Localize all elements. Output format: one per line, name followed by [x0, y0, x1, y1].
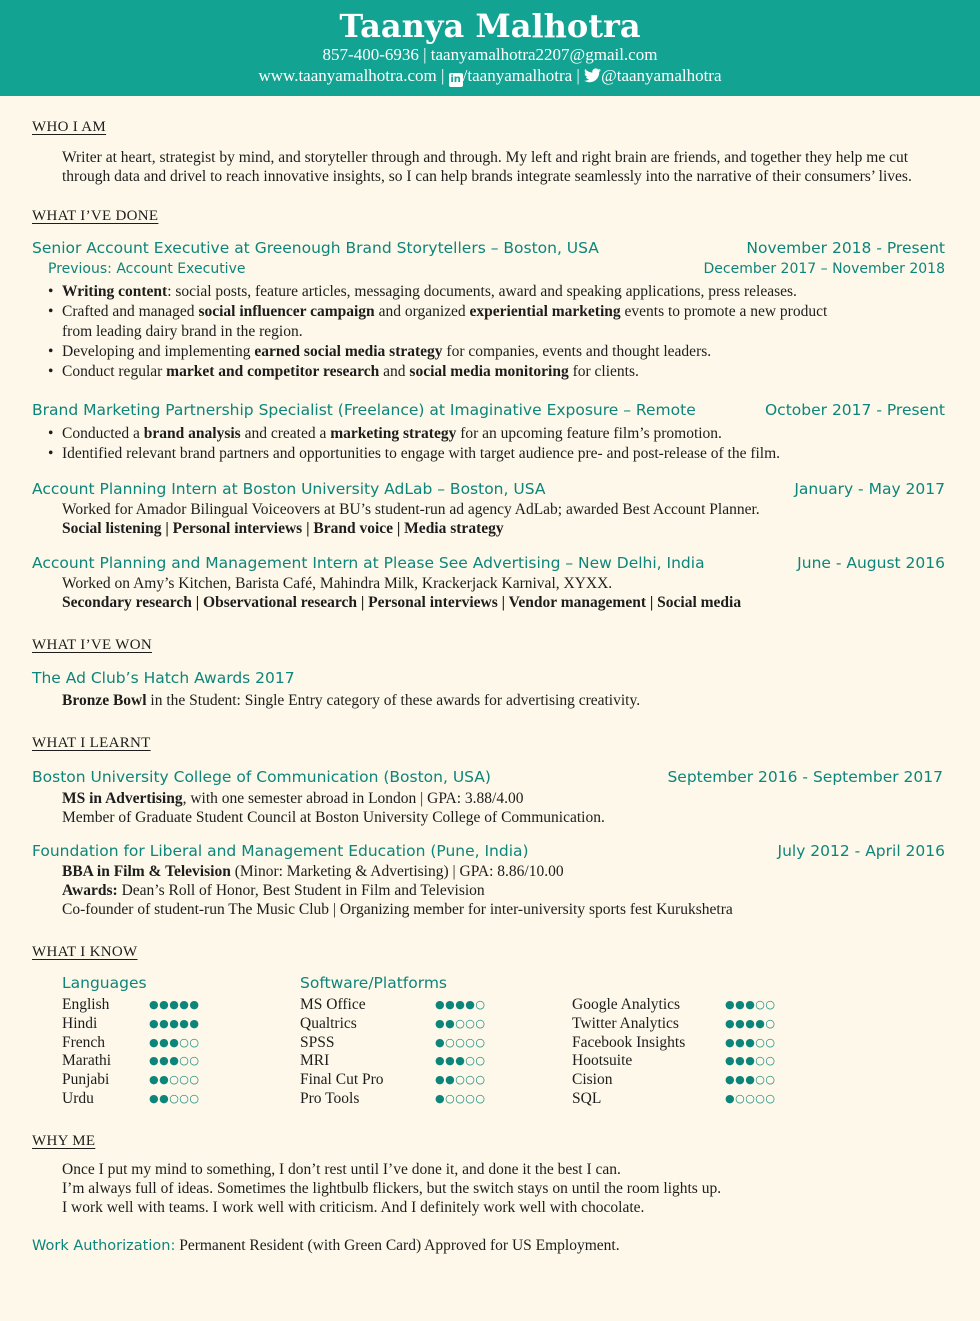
- skill-name: Facebook Insights: [572, 1034, 686, 1051]
- skill-name: Cision: [572, 1071, 613, 1088]
- job-skills: Social listening | Personal interviews | Brand voice | Media strategy: [62, 520, 504, 537]
- section-what-i-know: WHAT I KNOW: [32, 944, 138, 960]
- job-bullets: [48, 424, 928, 464]
- skill-rating: ●●●●●: [149, 1017, 200, 1030]
- school-title: Boston University College of Communication (Boston, USA) September 2016 - September 2017: [32, 768, 943, 786]
- skill-rating: ●●●○○: [435, 1054, 486, 1067]
- skill-name: Pro Tools: [300, 1090, 360, 1107]
- job-title: Brand Marketing Partnership Specialist (Freelance) at Imaginative Exposure – Remote October 2017 - Present: [32, 401, 945, 419]
- skill-name: Google Analytics: [572, 996, 681, 1013]
- skill-rating: ●●○○○: [435, 1017, 486, 1030]
- skill-rating: ●●●○○: [725, 998, 776, 1011]
- skill-rating: ●●○○○: [435, 1073, 486, 1086]
- who-paragraph: Writer at heart, strategist by mind, and storyteller through and through. My left and right brain are friends, and together they help me cut through data and drivel to reach innovative insights, so I can help brands integrate seamlessly into the narrative of their consumers’ lives.: [62, 149, 912, 185]
- section-who-i-am: WHO I AM: [32, 119, 107, 135]
- work-authorization-label: Work Authorization:: [32, 1238, 176, 1254]
- why-line-3: I work well with teams. I work well with criticism. And I definitely work well with chocolate.: [62, 1199, 645, 1216]
- skill-rating: ●●○○○: [149, 1092, 200, 1105]
- job-bullets: [48, 282, 848, 382]
- job-description: Worked for Amador Bilingual Voiceovers at BU’s student-run ad agency AdLab; awarded Best Account Planner.: [62, 501, 760, 518]
- phone-number: 857-400-6936: [322, 45, 419, 64]
- why-line-2: I’m always full of ideas. Sometimes the lightbulb flickers, but the switch stays on until the room lights up.: [62, 1180, 722, 1197]
- skill-rating: ●○○○○: [435, 1036, 486, 1049]
- previous-role-date: December 2017 – November 2018: [703, 261, 945, 277]
- job-date: October 2017 - Present: [764, 401, 945, 419]
- skill-rating: ●●●●●: [149, 998, 200, 1011]
- skill-name: Final Cut Pro: [300, 1071, 384, 1088]
- candidate-name: Taanya Malhotra: [339, 7, 641, 45]
- skill-name: Hindi: [62, 1015, 98, 1032]
- skill-name: French: [62, 1034, 106, 1051]
- section-what-i-learnt: WHAT I LEARNT: [32, 735, 151, 751]
- skill-rating: ●●●●○: [435, 998, 486, 1011]
- school-note: Member of Graduate Student Council at Boston University College of Communication.: [62, 809, 605, 826]
- skill-rating: ●●●○○: [149, 1036, 200, 1049]
- skill-rating: ●●○○○: [149, 1073, 200, 1086]
- job-title: Account Planning and Management Intern at Please See Advertising – New Delhi, India June - August 2016: [32, 554, 945, 572]
- website-link[interactable]: www.taanyamalhotra.com: [258, 66, 437, 85]
- skill-name: Marathi: [62, 1052, 112, 1069]
- school-date: July 2012 - April 2016: [777, 842, 945, 860]
- job-title: Account Planning Intern at Boston University AdLab – Boston, USA January - May 2017: [32, 480, 945, 498]
- list-item: • Developing and implementing earned social media strategy for companies, events and thought leaders.: [48, 342, 848, 362]
- skill-rating: ●●●●○: [725, 1017, 776, 1030]
- job-title: Senior Account Executive at Greenough Brand Storytellers – Boston, USA November 2018 - Present: [32, 239, 945, 257]
- section-why-me: WHY ME: [32, 1133, 96, 1149]
- why-line-1: Once I put my mind to something, I don’t rest until I’ve done it, and done it the best I can.: [62, 1161, 621, 1178]
- skill-name: MS Office: [300, 996, 366, 1013]
- work-authorization: Work Authorization: Permanent Resident (with Green Card) Approved for US Employment.: [32, 1237, 620, 1254]
- list-item: • Identified relevant brand partners and opportunities to engage with target audience pre- and post-release of the film.: [48, 444, 928, 464]
- skill-rating: ●○○○○: [435, 1092, 486, 1105]
- degree-line: MS in Advertising, with one semester abroad in London | GPA: 3.88/4.00: [62, 790, 524, 807]
- section-what-ive-won: WHAT I’VE WON: [32, 637, 152, 653]
- skill-rating: ●●●○○: [725, 1036, 776, 1049]
- skill-rating: ●●●○○: [149, 1054, 200, 1067]
- software-heading: Software/Platforms: [300, 974, 447, 992]
- awards-line: Awards: Dean’s Roll of Honor, Best Student in Film and Television: [62, 882, 485, 899]
- section-what-ive-done: WHAT I’VE DONE: [32, 208, 159, 224]
- job-date: June - August 2016: [797, 554, 945, 572]
- skill-rating: ●●●○○: [725, 1054, 776, 1067]
- job-description: Worked on Amy’s Kitchen, Barista Café, Mahindra Milk, Krackerjack Karnival, XYXX.: [62, 575, 613, 592]
- school-title: Foundation for Liberal and Management Education (Pune, India) July 2012 - April 2016: [32, 842, 945, 860]
- list-item: • Crafted and managed social influencer campaign and organized experiential marketing events to promote a new product from leading dairy brand in the region.: [48, 302, 848, 342]
- list-item: • Conducted a brand analysis and created a marketing strategy for an upcoming feature film’s promotion.: [48, 424, 928, 444]
- job-date: January - May 2017: [794, 480, 945, 498]
- school-date: September 2016 - September 2017: [667, 768, 943, 786]
- job-skills: Secondary research | Observational research | Personal interviews | Vendor management | Social media: [62, 594, 742, 611]
- job-date: November 2018 - Present: [746, 239, 945, 257]
- skill-name: English: [62, 996, 110, 1013]
- skill-name: SPSS: [300, 1034, 335, 1051]
- linkedin-icon: in: [450, 74, 461, 85]
- email-link[interactable]: taanyamalhotra2207@gmail.com: [430, 45, 658, 64]
- list-item: • Writing content: social posts, feature articles, messaging documents, award and speaking applications, press releases.: [48, 282, 848, 302]
- skill-rating: ●●●○○: [725, 1073, 776, 1086]
- twitter-link[interactable]: @taanyamalhotra: [601, 66, 722, 85]
- award-title: The Ad Club’s Hatch Awards 2017: [32, 669, 295, 687]
- skill-name: SQL: [572, 1090, 602, 1107]
- skill-name: MRI: [300, 1052, 330, 1069]
- skill-name: Qualtrics: [300, 1015, 357, 1032]
- header-banner: [0, 0, 980, 96]
- skill-name: Hootsuite: [572, 1052, 633, 1069]
- languages-heading: Languages: [62, 974, 147, 992]
- previous-role: Previous: Account Executive December 2017 – November 2018: [48, 261, 945, 277]
- skill-name: Punjabi: [62, 1071, 110, 1088]
- school-note: Co-founder of student-run The Music Club | Organizing member for inter-university sports fest Kurukshetra: [62, 901, 733, 918]
- skill-rating: ●○○○○: [725, 1092, 776, 1105]
- skill-name: Twitter Analytics: [572, 1015, 679, 1032]
- skill-name: Urdu: [62, 1090, 94, 1107]
- twitter-icon: [584, 68, 601, 83]
- award-description: Bronze Bowl in the Student: Single Entry category of these awards for advertising creativity.: [62, 692, 641, 709]
- contact-line-2: www.taanyamalhotra.com | in /taanyamalhotra | @taanyamalhotra: [258, 66, 722, 85]
- degree-line: BBA in Film & Television (Minor: Marketing & Advertising) | GPA: 8.86/10.00: [62, 863, 564, 880]
- linkedin-link[interactable]: /taanyamalhotra: [462, 66, 573, 85]
- contact-line-1: 857-400-6936 | taanyamalhotra2207@gmail.com: [322, 45, 658, 64]
- list-item: • Conduct regular market and competitor research and social media monitoring for clients.: [48, 362, 848, 382]
